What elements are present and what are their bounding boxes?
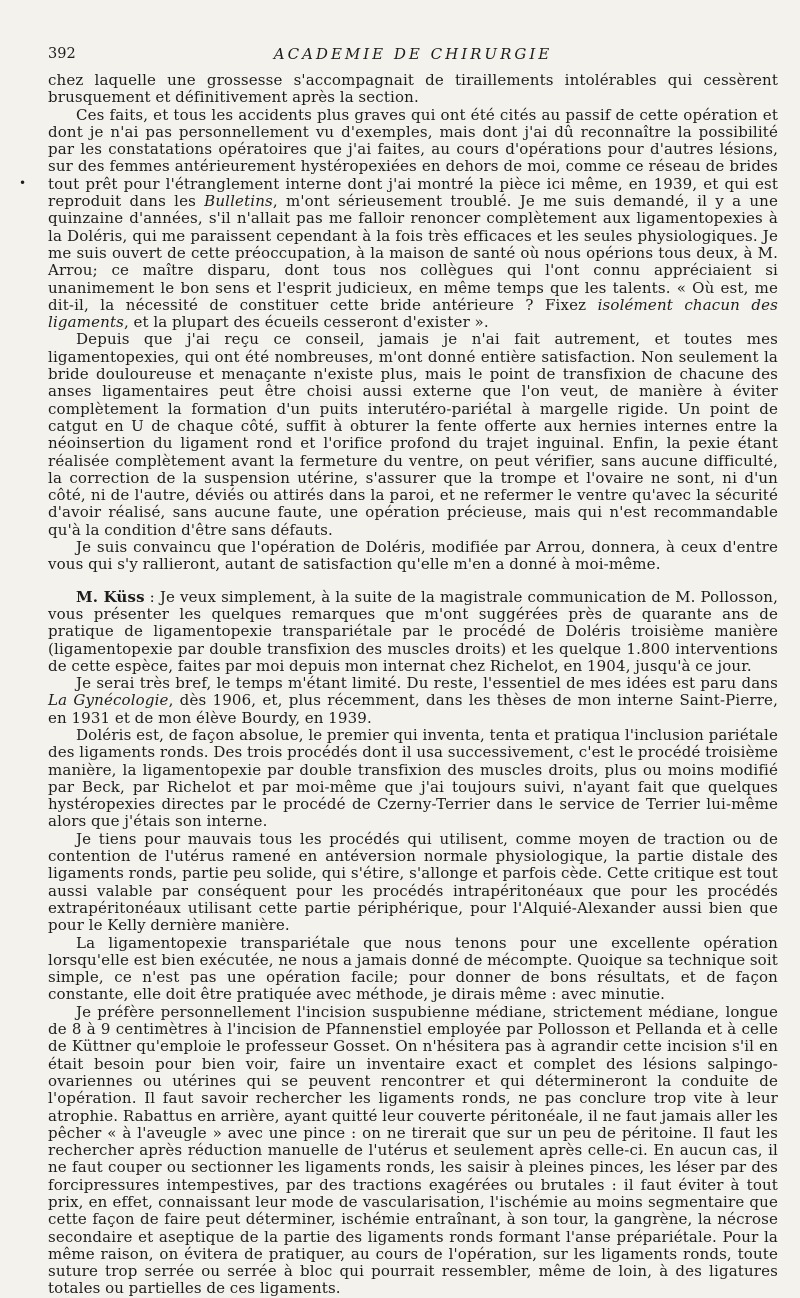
paragraph: Je suis convaincu que l'opération de Doléris, modifiée par Arrou, donnera, à ceux d'entre vous qui s'y rallieront, autant de satisfaction qu'elle m'en a donné à moi-même. (48, 538, 778, 574)
paragraph (48, 107, 778, 332)
page-header (48, 42, 778, 72)
italic-text: La Gynécologie (48, 691, 169, 710)
paragraph (48, 589, 778, 675)
italic-text: isolément chacun des ligaments (48, 295, 778, 332)
paragraph-text: , m'ont sérieusement troublé. Je me suis demandé, il y a une quinzaine d'années, s'il n'allait pas me falloir renoncer complètement aux ligamentopexies à la Doléris, qui me paraissent cependant à la fois très efficaces et les seules physiologiques. Je me suis ouvert de cette préoccupation, à la maison de santé où nous opérions tous deux, à M. Arrou; ce maître disparu, dont tous nos collègues qui l'ont connu appréciaient si unanimement le bon sens et l'esprit judicieux, en même temps que les talents. « Où est, me dit-il, la nécessité de constituer cette bride antérieure ? Fixez (48, 192, 779, 314)
paragraph: Doléris est, de façon absolue, le premier qui inventa, tenta et pratiqua l'inclusion pariétale des ligaments ronds. Des trois procédés dont il usa successivement, c'est le procédé troisième manière, la ligamentopexie par double transfixion des muscles droits, plus ou moins modifié par Beck, par Richelot et par moi-même que j'ai toujours suivi, n'ayant fait que quelques hystéropexies directes par le procédé de Czerny-Terrier dans le service de Terrier lui-même alors que j'étais son interne. (48, 725, 778, 831)
paragraph-text: , et la plupart des écueils cesseront d'exister ». (123, 313, 489, 332)
paragraph: chez laquelle une grossesse s'accompagnait de tiraillements intolérables qui cessèrent brusquement et définitivement après la section. (48, 71, 778, 107)
paragraph-text: , dès 1906, et, plus récemment, dans les thèses de mon interne Saint-Pierre, en 1931 et de mon élève Bourdy, en 1939. (48, 691, 778, 727)
article-body (48, 72, 778, 1298)
page (48, 42, 778, 1298)
paragraph-text: Ces faits, et tous les accidents plus graves qui ont été cités au passif de cette opération et dont je n'ai pas personnellement vu d'exemples, mais dont j'ai dû reconnaître la possibilité par les constatations opératoires que j'ai faites, au cours d'opérations pour d'autres lésions, sur des femmes antérieurement hystéropexiées en dehors de moi, comme ce réseau de brides tout prêt pour l'étranglement interne dont j'ai montré la pièce ici même, en 1939, et qui est reproduit dans les (48, 105, 778, 211)
speaker-name: M. Küss (76, 587, 145, 606)
paragraph: La ligamentopexie transpariétale que nous tenons pour une excellente opération lorsqu'elle est bien exécutée, ne nous a jamais donné de mécompte. Quoique sa technique soit simple, ce n'est pas une opération facile; pour donner de bons résultats, et de façon constante, elle doit être pratiquée avec méthode, je dirais même : avec minutie. (48, 933, 778, 1004)
paragraph-text: : Je veux simplement, à la suite de la magistrale communication de M. Pollosson, vous présenter les quelques remarques que m'ont suggérées près de quarante ans de pratique de ligamentopexie transpariétale par le procédé de Doléris troisième manière (ligamentopexie par double transfixion des muscles droits) et les quelque 1.800 interventions de cette espèce, faites par moi depuis mon internat chez Richelot, en 1904, jusqu'à ce jour. (48, 587, 778, 675)
margin-bullet: • (19, 176, 27, 190)
paragraph: Depuis que j'ai reçu ce conseil, jamais je n'ai fait autrement, et toutes mes ligamentopexies, qui ont été nombreuses, m'ont donné entière satisfaction. Non seulement la bride douloureuse et menaçante n'existe plus, mais le point de transfixion de chacune des anses ligamentaires peut être choisi aussi externe que l'on veut, de manière à éviter complètement la formation d'un puits interutéro-pariétal à margelle rigide. Un point de catgut en U de chaque côté, suffit à obturer la fente offerte aux hernies internes entre la néoinsertion du ligament rond et l'orifice profond du trajet inguinal. Enfin, la pexie étant réalisée complètement avant la fermeture du ventre, on peut vérifier, sans aucune difficulté, la correction de la suspension utérine, s'assurer que la trompe et l'ovaire ne sont, ni d'un côté, ni de l'autre, déviés ou attirés dans la paroi, et ne refermer le ventre qu'avec la sécurité d'avoir réalisé, sans aucune faute, une opération précieuse, mais qui n'est recommandable qu'à la condition d'être sans défauts. (48, 330, 778, 539)
italic-text: Bulletins (204, 192, 273, 211)
page-number: 392 (48, 46, 76, 62)
paragraph: Je tiens pour mauvais tous les procédés qui utilisent, comme moyen de traction ou de contention de l'utérus ramené en antéversion normale physiologique, la partie distale des ligaments ronds, partie peu solide, qui s'étire, s'allonge et parfois cède. Cette critique est tout aussi valable par conséquent pour les procédés intrapéritonéaux que pour les procédés extrapéritonéaux utilisant cette partie périphérique, pour l'Alquié-Alexander aussi bien que pour le Kelly dernière manière. (48, 829, 778, 935)
running-title: ACADEMIE DE CHIRURGIE (273, 45, 553, 63)
paragraph (48, 675, 778, 727)
paragraph-text: Je serai très bref, le temps m'étant limité. Du reste, l'essentiel de mes idées est paru dans (76, 674, 778, 693)
paragraph: Je préfère personnellement l'incision suspubienne médiane, strictement médiane, longue de 8 à 9 centimètres à l'incision de Pfannenstiel employée par Pollosson et Pellanda et à celle de Küttner qu'emploie le professeur Gosset. On n'hésitera pas à agrandir cette incision s'il en était besoin pour bien voir, faire un inventaire exact et complet des lésions salpingo-ovariennes ou utérines qui se peuvent rencontrer et qui détermineront la conduite de l'opération. Il faut savoir rechercher les ligaments ronds, ne pas conclure trop vite à leur atrophie. Rabattus en arrière, ayant quitté leur couverte péritonéale, il ne faut jamais aller les pêcher « à l'aveugle » avec une pince : on ne tirerait que sur un peu de péritoine. Il faut les rechercher après réduction manuelle de l'utérus et seulement après celle-ci. En aucun cas, il ne faut couper ou sectionner les ligaments ronds, les saisir à pleines pinces, les léser par des forcipressures intempestives, par des tractions exagérées ou brutales : il faut éviter à tout prix, en effet, connaissant leur mode de vascularisation, l'ischémie au moins segmentaire que cette façon de faire peut déterminer, ischémie entraînant, à son tour, la gangrène, la nécrose secondaire et aseptique de la partie des ligaments ronds formant l'anse prépariétale. Pour la même raison, on évitera de pratiquer, au cours de l'opération, sur les ligaments ronds, toute suture trop serrée ou serrée à bloc qui pourrait ressembler, même de loin, à des ligatures totales ou partielles de ces ligaments. (48, 1002, 779, 1298)
